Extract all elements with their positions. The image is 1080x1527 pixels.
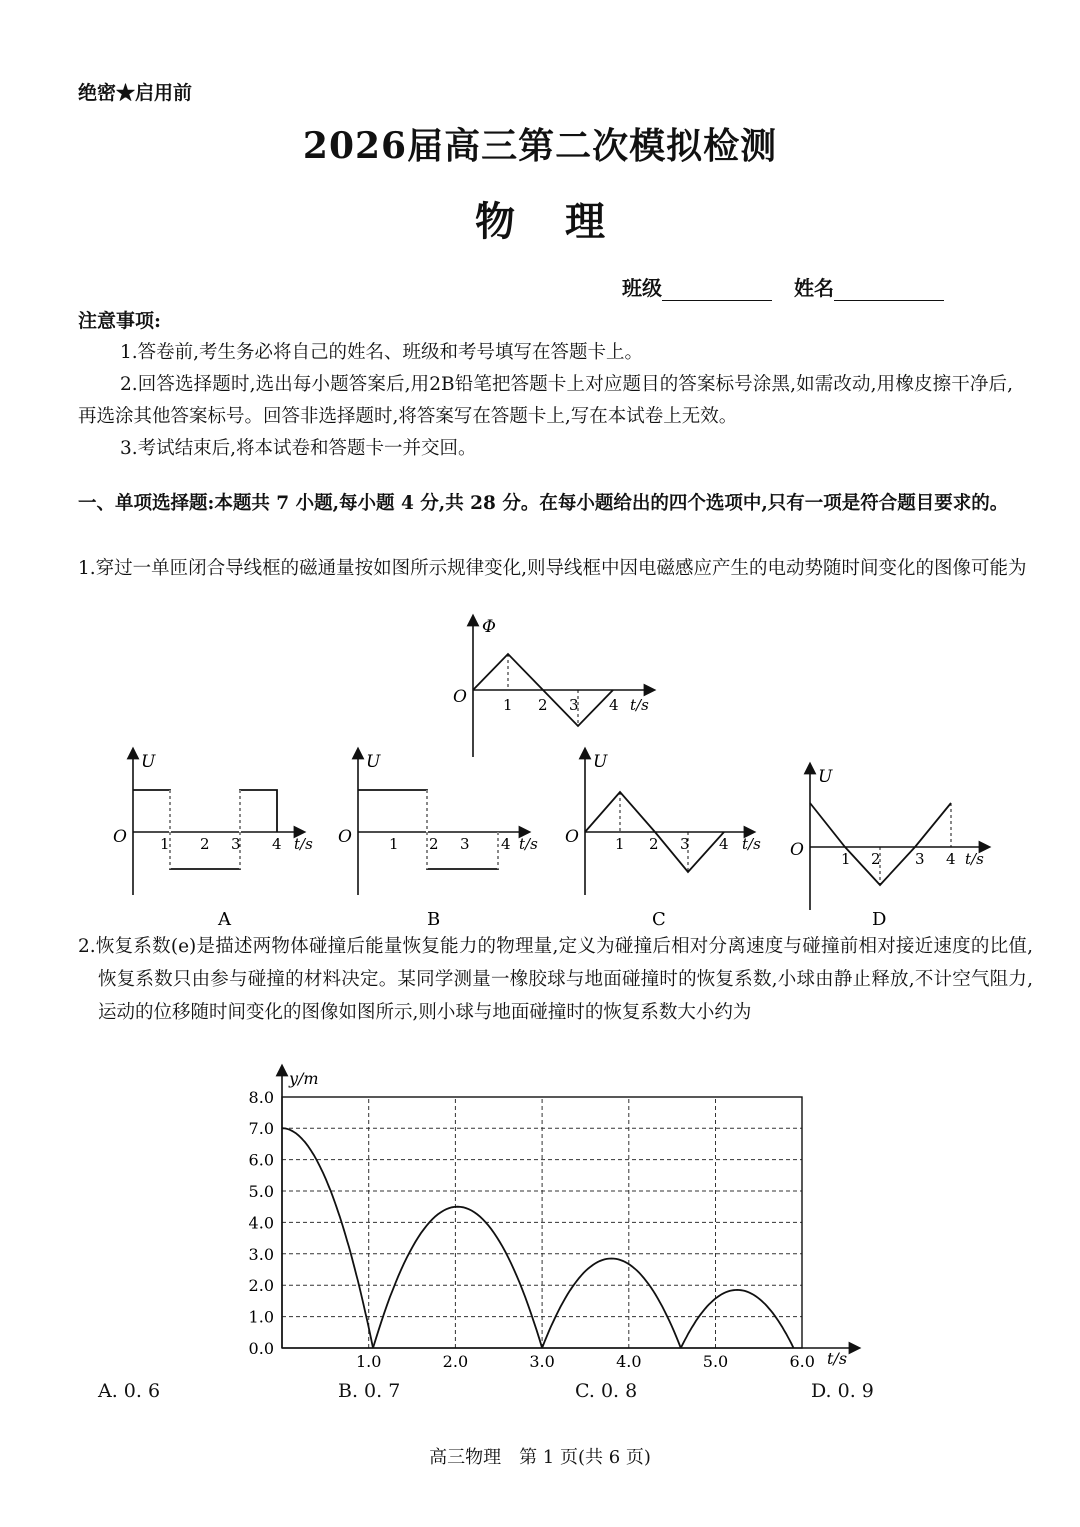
tick-label: 2 — [538, 696, 548, 714]
option-b[interactable]: B. 0. 7 — [338, 1380, 401, 1402]
curves — [282, 1128, 794, 1348]
tick-label: 1 — [841, 850, 851, 868]
fall-curve — [282, 1128, 373, 1348]
origin-label: O — [453, 687, 467, 707]
x-label: t/s — [965, 850, 984, 868]
tick-label: 1 — [615, 835, 625, 853]
x-tick-label: 4.0 — [616, 1352, 642, 1371]
option-letter: A — [218, 909, 231, 930]
option-letter: C — [652, 909, 666, 930]
x-label: t/s — [519, 835, 538, 853]
y-label: U — [593, 752, 608, 772]
y-tick-label: 7.0 — [248, 1119, 274, 1139]
y-tick-label: 0.0 — [248, 1339, 274, 1358]
tick-labels — [249, 1088, 815, 1371]
notice-item: 3.考试结束后,将本试卷和答题卡一并交回。 — [120, 438, 477, 459]
u-line — [133, 790, 277, 869]
x-tick-label: 1.0 — [355, 1352, 382, 1371]
y-label: Φ — [482, 617, 496, 637]
confidential-label: 绝密★启用前 — [78, 82, 193, 104]
x-label: t/s — [630, 696, 649, 714]
option-d[interactable]: D. 0. 9 — [811, 1380, 874, 1402]
y-tick-label: 3.0 — [248, 1244, 274, 1264]
tick-label: 2 — [871, 850, 881, 868]
name-label: 姓名 — [794, 276, 834, 300]
x-tick-label: 3.0 — [529, 1352, 555, 1371]
tick-label: 3 — [231, 835, 241, 853]
y-label: U — [366, 752, 381, 772]
bounce-curve — [542, 1259, 681, 1349]
displacement-chart — [235, 1062, 875, 1372]
chart-grid — [282, 1097, 802, 1348]
class-blank[interactable] — [662, 278, 772, 301]
y-label: U — [141, 752, 156, 772]
tick-label: 1 — [160, 835, 170, 853]
tick-label: 4 — [946, 850, 956, 868]
origin-label: O — [565, 827, 579, 847]
origin-label: O — [790, 840, 804, 860]
tick-label: 3 — [460, 835, 470, 853]
section-heading: 一、单项选择题:本题共 7 小题,每小题 4 分,共 28 分。在每小题给出的四个选项中,只有一项是符合题目要求的。 — [78, 493, 1009, 514]
page-footer: 高三物理 第 1 页(共 6 页) — [429, 1447, 651, 1468]
notice-heading: 注意事项: — [78, 310, 162, 332]
bounce-curve — [373, 1207, 542, 1348]
x-tick-label: 6.0 — [789, 1352, 815, 1371]
tick-label: 1 — [503, 696, 513, 714]
notice-item: 2.回答选择题时,选出每小题答案后,用2B铅笔把答题卡上对应题目的答案标号涂黑,如需改动,用橡皮擦干净后,再选涂其他答案标号。回答非选择题时,将答案写在答题卡上,写在本试卷上无效。 — [78, 374, 1013, 427]
name-blank[interactable] — [834, 278, 944, 301]
origin-label: O — [113, 827, 127, 847]
tick-label: 3 — [915, 850, 925, 868]
y-tick-label: 5.0 — [248, 1182, 274, 1201]
x-label: t/s — [742, 835, 761, 853]
y-tick-label: 6.0 — [248, 1150, 274, 1170]
y-tick-label: 2.0 — [248, 1276, 274, 1296]
y-tick-label: 8.0 — [248, 1087, 274, 1107]
question-1-stem: 1.穿过一单匝闭合导线框的磁通量按如图所示规律变化,则导线框中因电磁感应产生的电动势随时间变化的图像可能为 — [78, 558, 1027, 579]
option-letter: D — [872, 909, 887, 930]
tick-label: 4 — [609, 696, 619, 714]
question-2-stem: 2.恢复系数(e)是描述两物体碰撞后能量恢复能力的物理量,定义为碰撞后相对分离速度与碰撞前相对接近速度的比值,恢复系数只由参与碰撞的材料决定。某同学测量一橡胶球与地面碰撞时的恢复系数,小球由静止释放,不计空气阻力,运动的位移随时间变化的图像如图所示,则小球与地面碰撞时的恢复系数大小约为 — [78, 936, 1033, 1023]
tick-label: 4 — [272, 835, 282, 853]
tick-label: 2 — [200, 835, 210, 853]
tick-label: 1 — [389, 835, 399, 853]
tick-label: 2 — [649, 835, 659, 853]
subject-title: 物理 — [475, 198, 655, 245]
option-a[interactable]: A. 0. 6 — [98, 1380, 161, 1402]
y-axis-label: y/m — [289, 1069, 319, 1088]
option-a-graph — [110, 745, 330, 930]
option-c-graph — [560, 745, 780, 930]
class-label: 班级 — [622, 276, 662, 300]
exam-title: 2026届高三第二次模拟检测 — [302, 125, 778, 167]
y-tick-label: 1.0 — [248, 1307, 274, 1327]
option-d-graph — [785, 760, 1005, 930]
x-axis-label: t/s — [827, 1349, 848, 1368]
tick-label: 2 — [429, 835, 439, 853]
y-label: U — [818, 767, 833, 787]
tick-label: 4 — [501, 835, 511, 853]
x-label: t/s — [294, 835, 313, 853]
tick-label: 3 — [680, 835, 690, 853]
student-info-fields — [622, 272, 944, 301]
origin-label: O — [338, 827, 352, 847]
x-tick-label: 2.0 — [442, 1352, 469, 1371]
tick-label: 4 — [719, 835, 729, 853]
tick-label: 3 — [569, 696, 579, 714]
notice-item: 1.答卷前,考生务必将自己的姓名、班级和考号填写在答题卡上。 — [120, 342, 644, 363]
bounce-curve — [681, 1290, 794, 1348]
option-c[interactable]: C. 0. 8 — [575, 1380, 638, 1402]
y-tick-label: 4.0 — [248, 1213, 274, 1233]
option-b-graph — [335, 745, 555, 930]
x-tick-label: 5.0 — [702, 1352, 729, 1371]
option-letter: B — [427, 909, 441, 930]
flux-graph — [440, 612, 670, 762]
